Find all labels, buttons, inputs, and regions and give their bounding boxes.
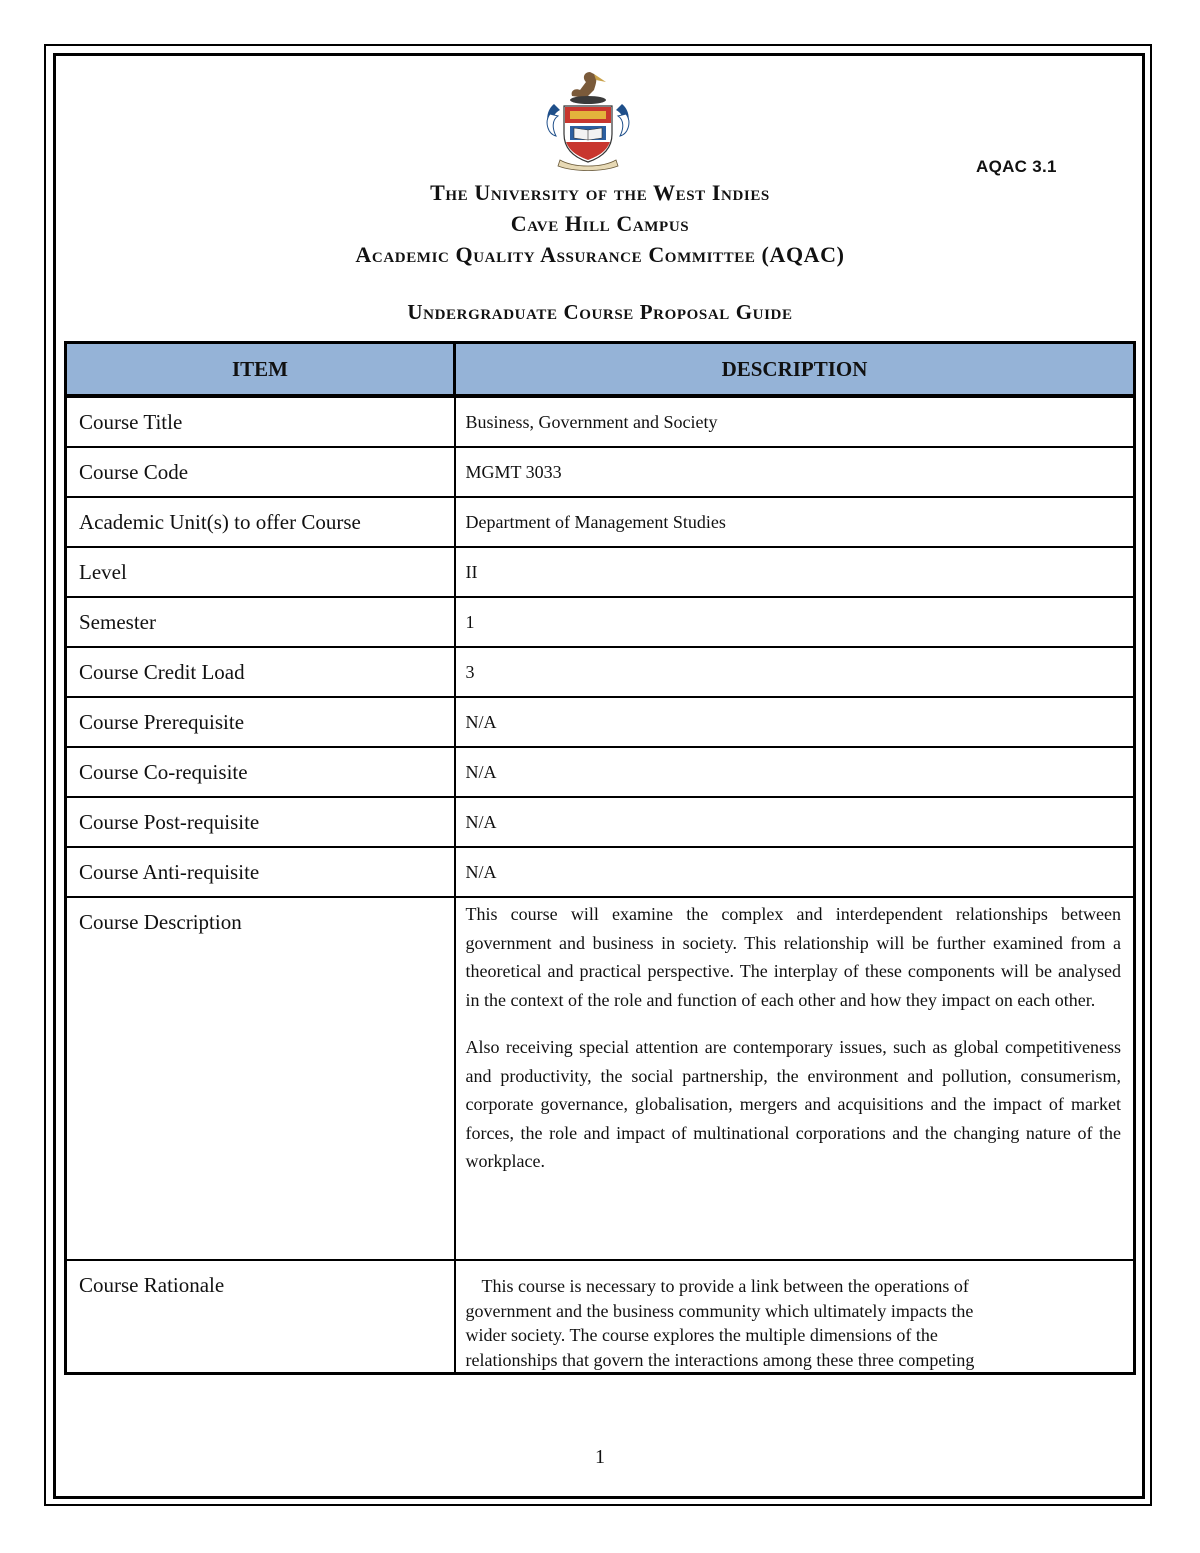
description-paragraph: This course will examine the complex and interdependent relationships between government and business in society. This relationship will be further examined from a theoretical and practical perspective. The interplay of these components will be analysed in the context of the role and function of each other and how they impact on each other. xyxy=(465,904,1121,1010)
row-value: N/A xyxy=(465,862,497,882)
campus-name: Cave Hill Campus xyxy=(510,211,690,236)
table-row xyxy=(66,497,1135,547)
row-label: Course Credit Load xyxy=(79,660,245,684)
course-description-text xyxy=(456,898,1134,1176)
row-label: Course Description xyxy=(79,910,242,934)
table-row xyxy=(66,847,1135,897)
row-value: N/A xyxy=(465,712,497,732)
table-row xyxy=(66,647,1135,697)
row-value: MGMT 3033 xyxy=(465,462,562,482)
row-label: Course Code xyxy=(79,460,189,484)
rationale-line: wider society. The course explores the multiple dimensions of the xyxy=(465,1325,938,1345)
table-row xyxy=(66,597,1135,647)
row-value: N/A xyxy=(465,812,497,832)
row-value: 3 xyxy=(465,662,475,682)
row-label: Course Post-requisite xyxy=(79,810,260,834)
description-paragraph: Also receiving special attention are contemporary issues, such as global competitiveness and productivity, the social partnership, the environment and pollution, consumerism, corporate governance, globalisation, mergers and acquisitions and the impact of market forces, the role and impact of multinational corporations and the changing nature of the workplace. xyxy=(465,1037,1121,1171)
university-crest-logo xyxy=(540,68,636,172)
page-number: 1 xyxy=(595,1446,605,1468)
row-value: Business, Government and Society xyxy=(465,412,718,432)
column-header-item: ITEM xyxy=(66,343,455,397)
row-label: Course Co-requisite xyxy=(79,760,248,784)
column-header-description: DESCRIPTION xyxy=(455,343,1135,397)
row-label: Semester xyxy=(79,610,156,634)
row-label: Level xyxy=(79,560,127,584)
row-value: N/A xyxy=(465,762,497,782)
row-label: Course Prerequisite xyxy=(79,710,245,734)
course-rationale-text xyxy=(456,1261,1134,1372)
row-value: 1 xyxy=(465,612,475,632)
course-rationale-row xyxy=(66,1260,1135,1374)
committee-name: Academic Quality Assurance Committee (AQAC) xyxy=(355,242,845,267)
row-value: Department of Management Studies xyxy=(465,512,726,532)
table-row xyxy=(66,396,1135,447)
table-row xyxy=(66,747,1135,797)
table-row xyxy=(66,697,1135,747)
course-description-row xyxy=(66,897,1135,1260)
row-label: Course Title xyxy=(79,410,183,434)
guide-title: Undergraduate Course Proposal Guide xyxy=(407,300,793,324)
rationale-line: This course is necessary to provide a link between the operations of xyxy=(481,1276,969,1296)
table-row xyxy=(66,797,1135,847)
rationale-line: government and the business community which ultimately impacts the xyxy=(465,1300,974,1321)
row-value: II xyxy=(465,562,478,582)
table-row xyxy=(66,447,1135,497)
table-row xyxy=(66,547,1135,597)
university-name: The University of the West Indies xyxy=(430,180,770,205)
course-proposal-table xyxy=(64,341,1136,1375)
row-label: Academic Unit(s) to offer Course xyxy=(79,510,361,534)
table-header-row xyxy=(66,343,1135,397)
row-label: Course Rationale xyxy=(79,1273,225,1297)
form-code: AQAC 3.1 xyxy=(976,157,1057,176)
row-label: Course Anti-requisite xyxy=(79,860,260,884)
rationale-line: relationships that govern the interactions among these three competing xyxy=(465,1349,975,1370)
